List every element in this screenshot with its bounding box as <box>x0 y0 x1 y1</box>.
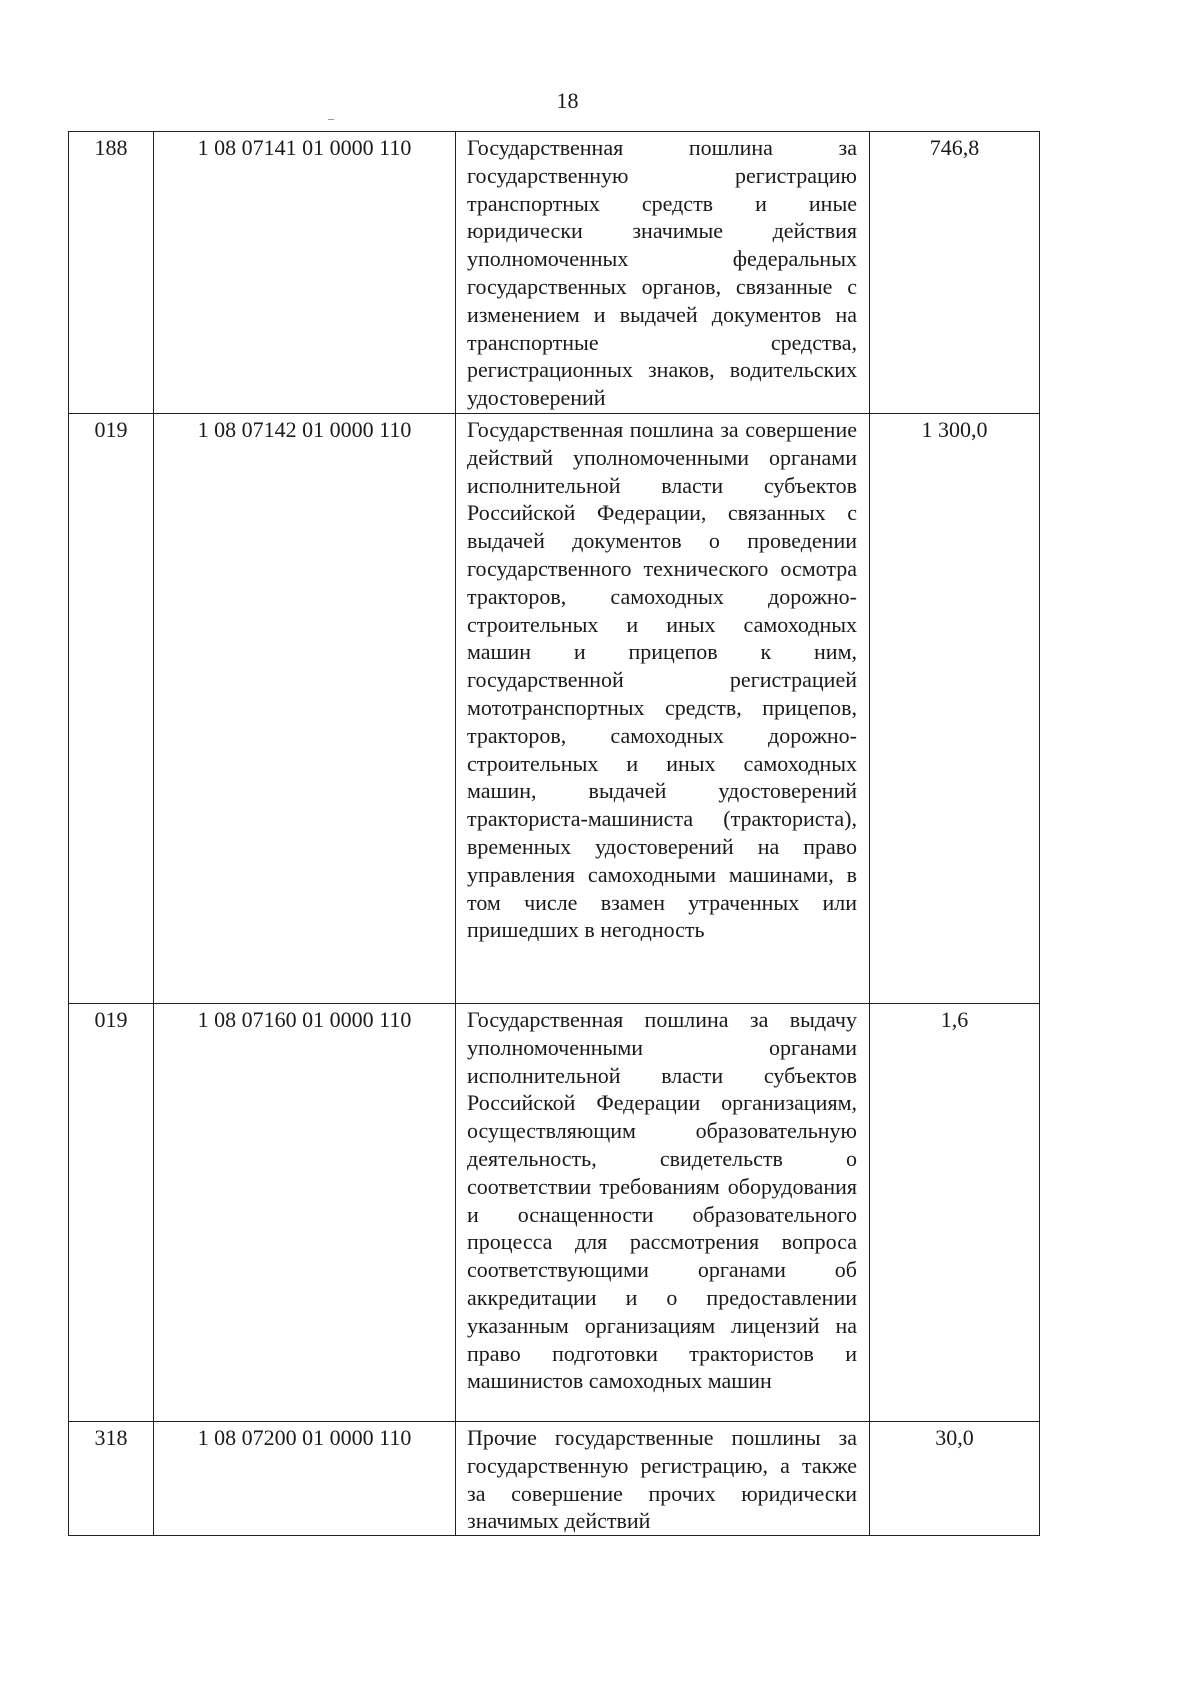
scan-artifact <box>328 119 334 120</box>
admin-code-cell: 318 <box>69 1422 154 1536</box>
amount-cell: 1,6 <box>870 1004 1040 1422</box>
budget-code-cell: 1 08 07141 01 0000 110 <box>154 132 456 414</box>
admin-code-cell: 019 <box>69 414 154 1004</box>
budget-code-cell: 1 08 07200 01 0000 110 <box>154 1422 456 1536</box>
table-row <box>69 132 1040 414</box>
revenue-name-cell: Государственная пошлина за выдачу уполномоченными органами исполнительной власти субъектов Российской Федерации организациям, осуществляющим образовательную деятельность, свидетельств о соответствии требованиям оборудования и оснащенности образовательного процесса для рассмотрения вопроса соответствующими органами об аккредитации и о предоставлении указанным организациям лицензий на право подготовки трактористов и машинистов самоходных машин <box>456 1004 870 1422</box>
revenue-name-cell: Прочие государственные пошлины за государственную регистрацию, а также за совершение прочих юридически значимых действий <box>456 1422 870 1536</box>
amount-cell: 30,0 <box>870 1422 1040 1536</box>
table-row <box>69 1422 1040 1536</box>
revenue-name-cell: Государственная пошлина за государственную регистрацию транспортных средств и иные юридически значимые действия уполномоченных федеральных государственных органов, связанные с изменением и выдачей документов на транспортные средства, регистрационных знаков, водительских удостоверений <box>456 132 870 414</box>
page-number: 18 <box>556 88 579 113</box>
amount-cell: 746,8 <box>870 132 1040 414</box>
budget-table <box>68 131 1040 1536</box>
budget-code-cell: 1 08 07160 01 0000 110 <box>154 1004 456 1422</box>
admin-code-cell: 019 <box>69 1004 154 1422</box>
admin-code-cell: 188 <box>69 132 154 414</box>
amount-cell: 1 300,0 <box>870 414 1040 1004</box>
table-row <box>69 1004 1040 1422</box>
budget-code-cell: 1 08 07142 01 0000 110 <box>154 414 456 1004</box>
table-row <box>69 414 1040 1004</box>
revenue-name-cell: Государственная пошлина за совершение действий уполномоченными органами исполнительной власти субъектов Российской Федерации, связанных с выдачей документов о проведении государственного технического осмотра тракторов, самоходных дорожно-строительных и иных самоходных машин и прицепов к ним, государственной регистрацией мототранспортных средств, прицепов, тракторов, самоходных дорожно-строительных и иных самоходных машин, выдачей удостоверений тракториста-машиниста (тракториста), временных удостоверений на право управления самоходными машинами, в том числе взамен утраченных или пришедших в негодность <box>456 414 870 1004</box>
